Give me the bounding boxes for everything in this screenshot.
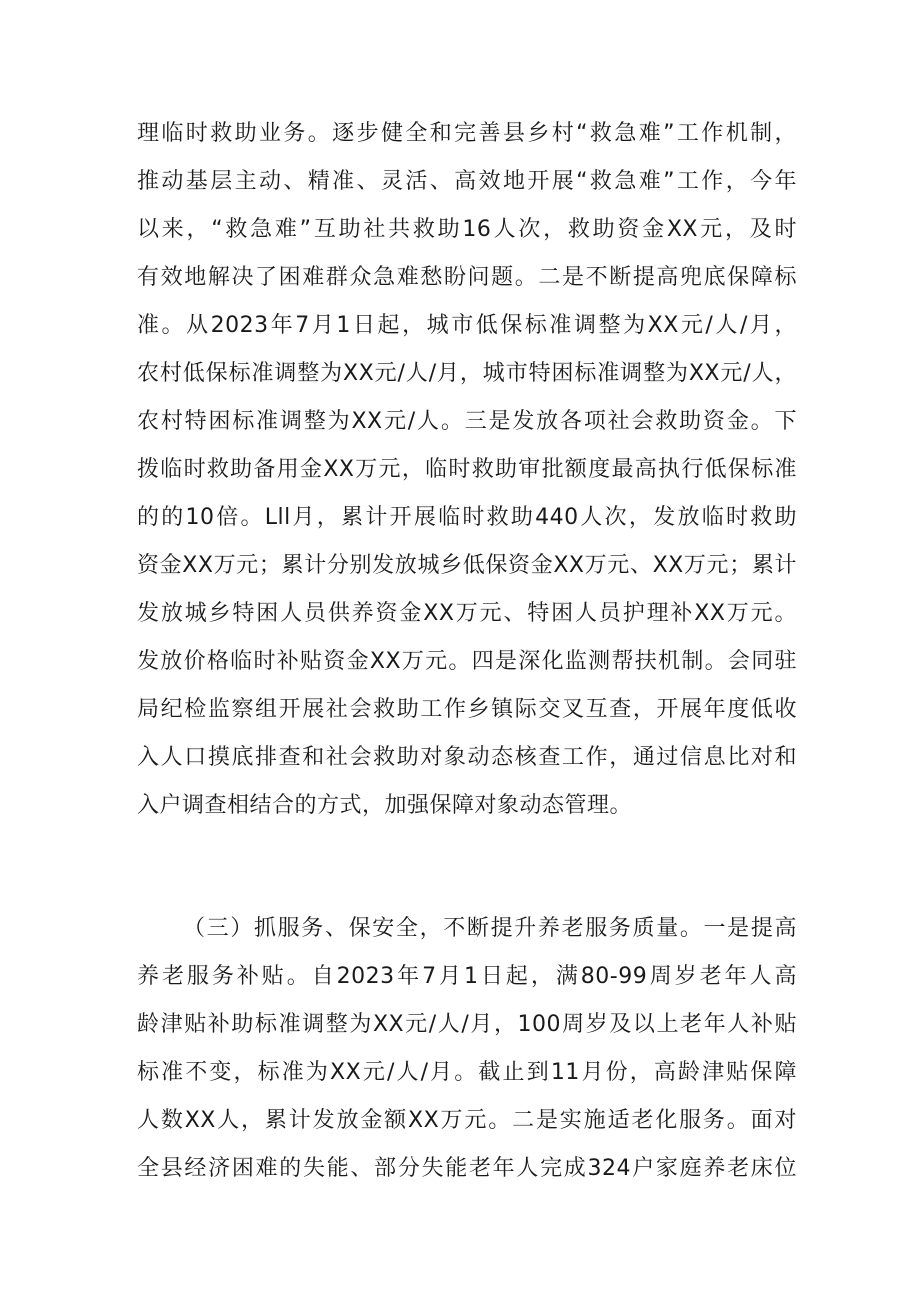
text-line: 人数XX人，累计发放金额XX万元。二是实施适老化服务。面对 [137, 1108, 797, 1133]
text-line: 发放城乡特困人员供养资金XX万元、特困人员护理补XX万元。 [137, 601, 797, 626]
text-line: 发放价格临时补贴资金XX万元。四是深化监测帮扶机制。会同驻 [137, 649, 797, 674]
text-line: 拨临时救助备用金XX万元，临时救助审批额度最高执行低保标准 [137, 457, 797, 482]
text-line: 准。从2023年7月1日起，城市低保标准调整为XX元/人/月， [137, 313, 797, 338]
text-line: 农村低保标准调整为XX元/人/月，城市特困标准调整为XX元/人， [137, 361, 797, 386]
text-line: 的的10倍。Lll月，累计开展临时救助440人次，发放临时救助 [137, 505, 797, 530]
text-line: 资金XX万元；累计分别发放城乡低保资金XX万元、XX万元；累计 [137, 553, 797, 578]
text-line: 养老服务补贴。自2023年7月1日起，满80-99周岁老年人高 [137, 964, 797, 989]
text-line: 标准不变，标准为XX元/人/月。截止到11月份，高龄津贴保障 [137, 1060, 797, 1085]
text-line: 农村特困标准调整为XX元/人。三是发放各项社会救助资金。下 [137, 409, 797, 434]
text-line: 推动基层主动、精准、灵活、高效地开展“救急难”工作，今年 [137, 169, 798, 194]
text-line: 以来，“救急难”互助社共救助16人次，救助资金XX元，及时 [137, 217, 797, 242]
text-line: 局纪检监察组开展社会救助工作乡镇际交叉互查，开展年度低收 [137, 697, 797, 722]
text-line: 有效地解决了困难群众急难愁盼问题。二是不断提高兜底保障标 [137, 265, 797, 290]
text-line: 全县经济困难的失能、部分失能老年人完成324户家庭养老床位 [137, 1156, 797, 1181]
text-line: 入人口摸底排查和社会救助对象动态核查工作，通过信息比对和 [137, 745, 797, 770]
text-line: 理临时救助业务。逐步健全和完善县乡村“救急难”工作机制， [137, 121, 798, 146]
section-heading-line: （三）抓服务、保安全，不断提升养老服务质量。一是提高 [183, 916, 797, 941]
text-line: 龄津贴补助标准调整为XX元/人/月，100周岁及以上老年人补贴 [137, 1012, 797, 1037]
text-line: 入户调查相结合的方式，加强保障对象动态管理。 [137, 793, 633, 818]
